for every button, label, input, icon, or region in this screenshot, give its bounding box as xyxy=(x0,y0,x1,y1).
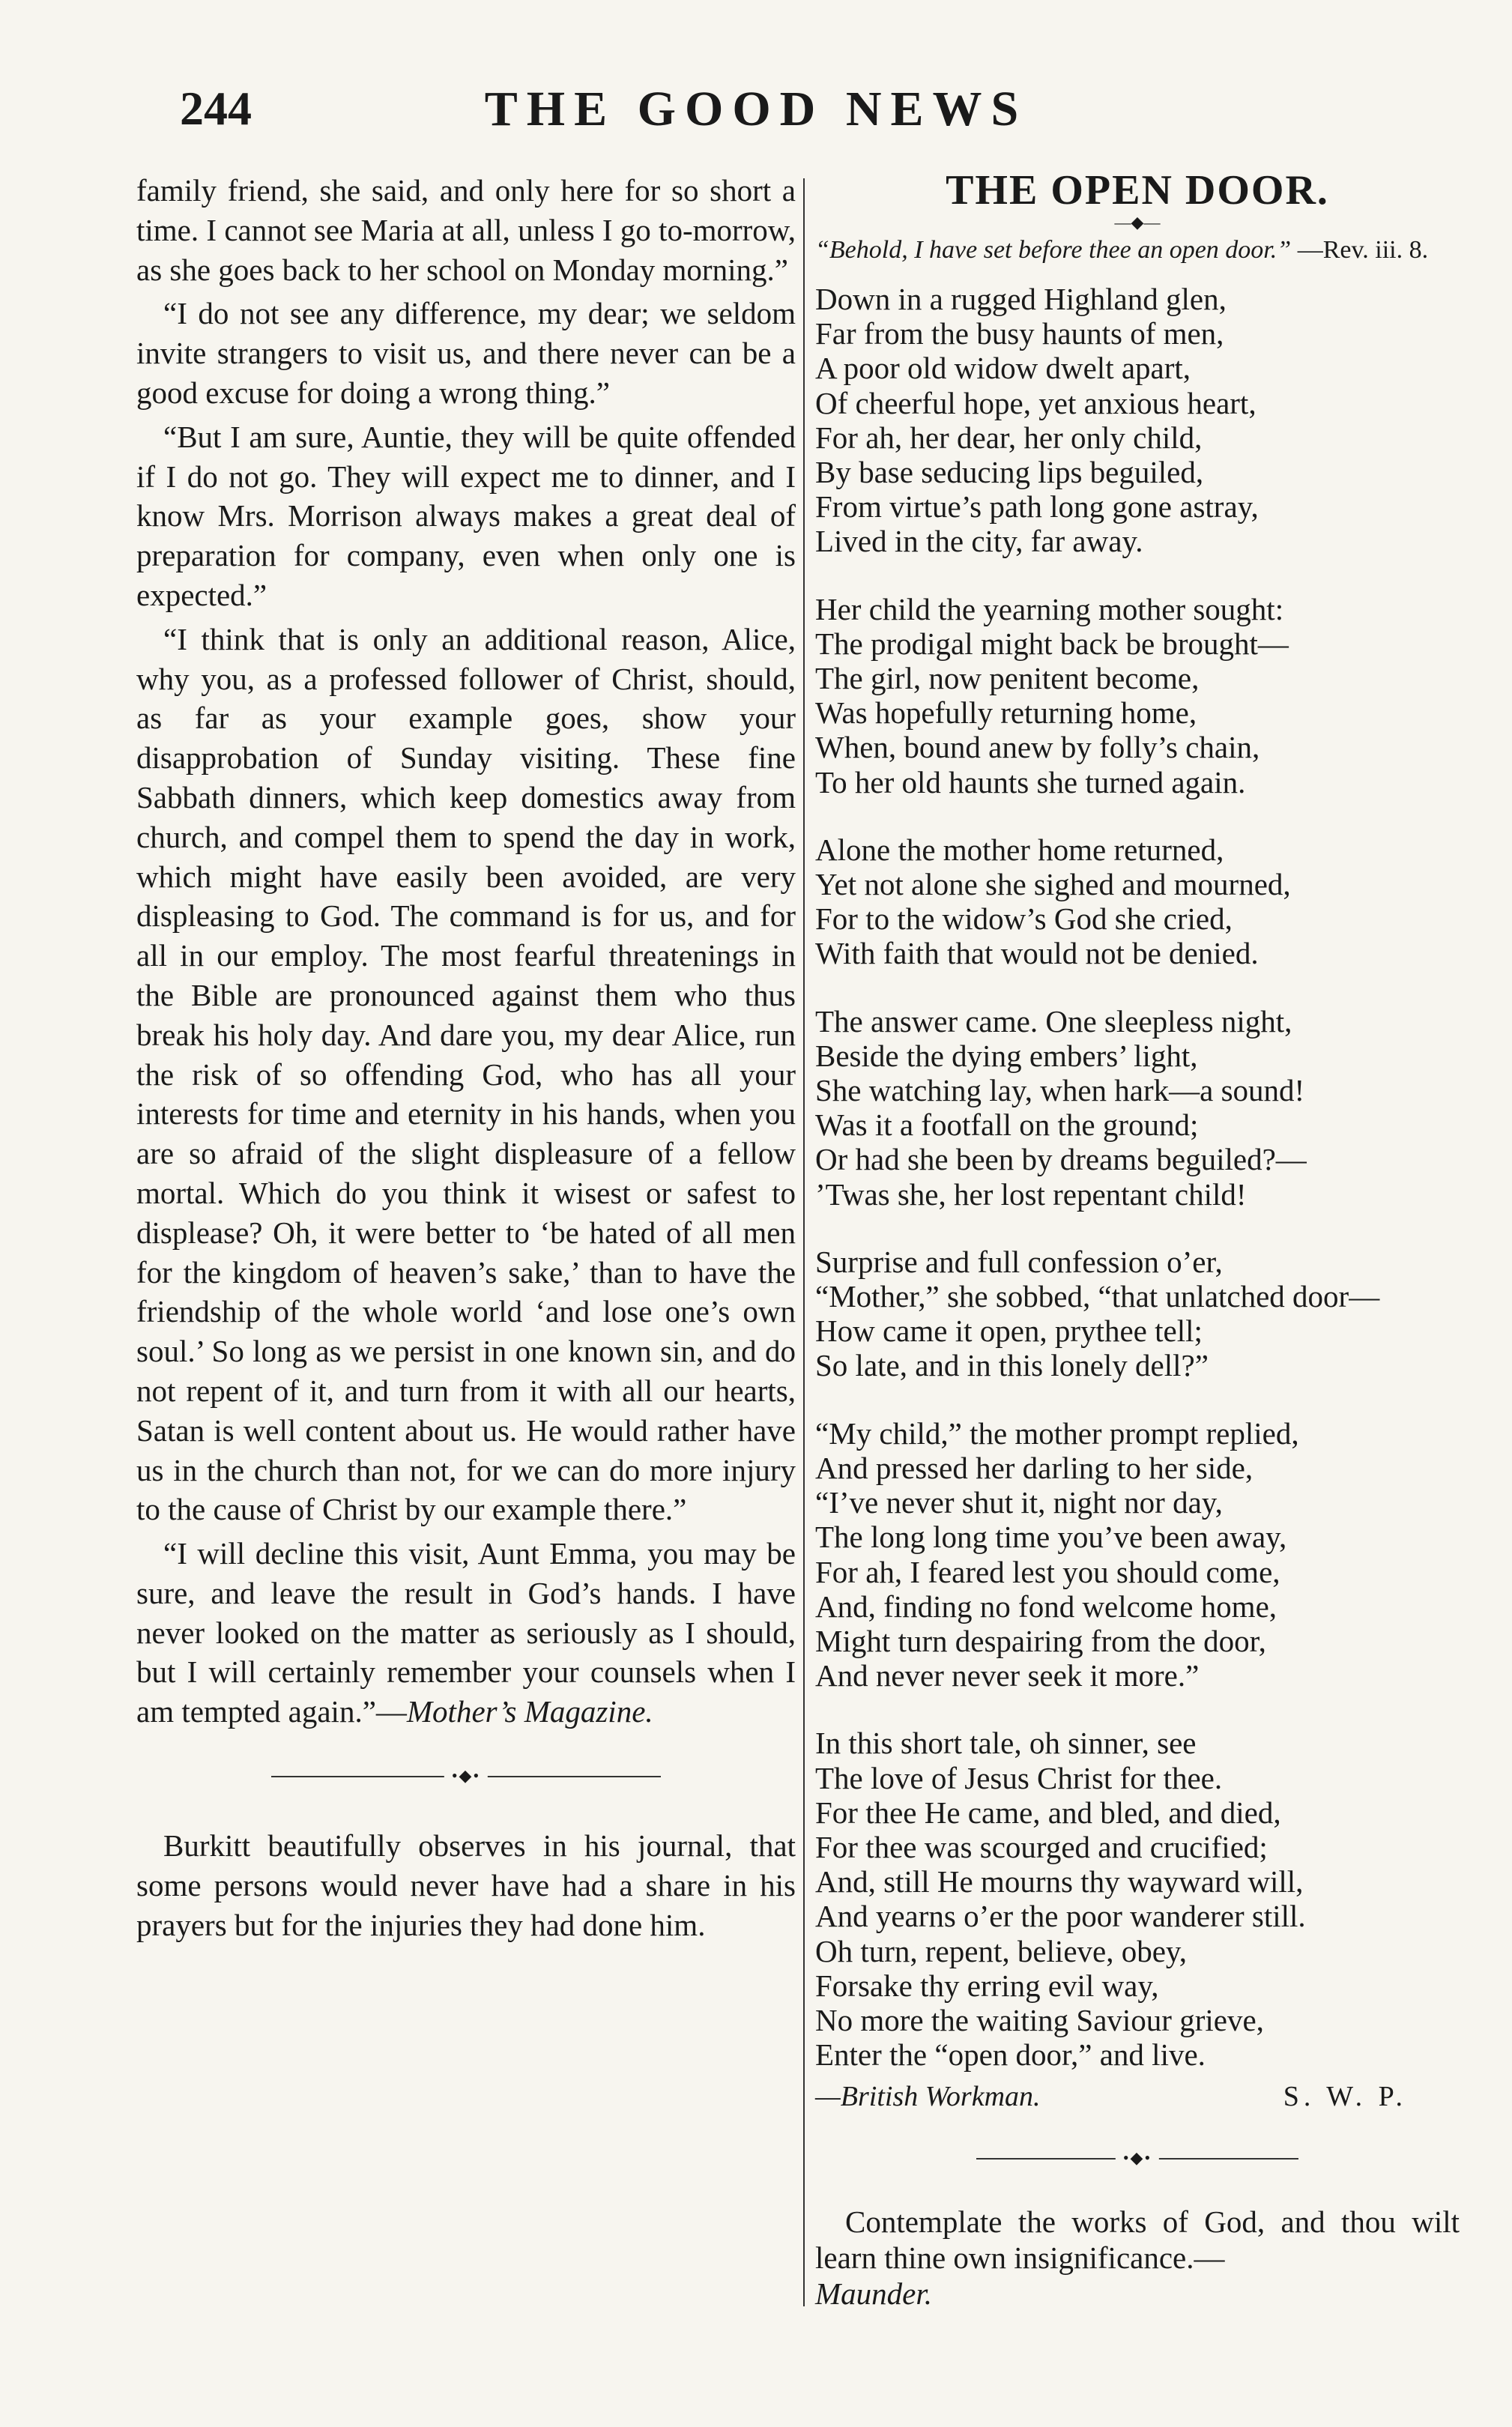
poem-line: No more the waiting Saviour grieve, xyxy=(815,2002,1264,2037)
poem-line: The prodigal might back be brought— xyxy=(815,626,1289,661)
poem-line: Oh turn, repent, believe, obey, xyxy=(815,1933,1188,1968)
poem-line: Enter the “open door,” and live. xyxy=(815,2037,1206,2073)
divider-ornament: •◆• xyxy=(1116,2148,1159,2168)
poem-line: And, still He mourns thy wayward will, xyxy=(815,1864,1304,1899)
poem-line: Far from the busy haunts of men, xyxy=(815,316,1224,351)
poem-line: “My child,” the mother prompt replied, xyxy=(815,1415,1299,1451)
poem-line: And pressed her darling to her side, xyxy=(815,1450,1254,1485)
epigraph-reference: —Rev. iii. 8. xyxy=(1297,236,1429,264)
poem-line: The girl, now penitent become, xyxy=(815,661,1200,696)
poem-line: Was hopefully returning home, xyxy=(815,695,1197,731)
poem-stanza xyxy=(815,1416,1460,1693)
article-paragraph: “I do not see any difference, my dear; we seldom invite strangers to visit us, and there never can be a good excuse for doing a wrong thing.” xyxy=(136,296,796,410)
poem-stanza xyxy=(815,832,1460,971)
running-title: THE GOOD NEWS xyxy=(484,82,1028,136)
poem-line: To her old haunts she turned again. xyxy=(815,764,1246,800)
divider-ornament: •◆• xyxy=(444,1766,488,1786)
poem-stanza xyxy=(815,1245,1460,1383)
poem-line: When, bound anew by folly’s chain, xyxy=(815,730,1260,765)
poem-line: Of cheerful hope, yet anxious heart, xyxy=(815,385,1257,420)
source-citation: Mother’s Magazine. xyxy=(406,1694,653,1729)
poem-line: “I’ve never shut it, night nor day, xyxy=(815,1485,1223,1520)
poem-line: For ah, I feared lest you should come, xyxy=(815,1554,1280,1589)
poem-line: Lived in the city, far away. xyxy=(815,524,1143,559)
poem-line: Was it a footfall on the ground; xyxy=(815,1107,1199,1143)
section-divider xyxy=(271,1766,661,1786)
section-divider xyxy=(976,2148,1298,2168)
poem-line: The answer came. One sleepless night, xyxy=(815,1003,1292,1039)
page-number: 244 xyxy=(180,82,252,135)
poem-line: In this short tale, oh sinner, see xyxy=(815,1726,1197,1761)
poem-line: How came it open, prythee tell; xyxy=(815,1314,1203,1349)
poem-line: Or had she been by dreams beguiled?— xyxy=(815,1142,1307,1177)
right-column xyxy=(815,166,1460,2312)
poem-line: A poor old widow dwelt apart, xyxy=(815,351,1191,386)
poem-line: With faith that would not be denied. xyxy=(815,936,1259,971)
poem-line: The love of Jesus Christ for thee. xyxy=(815,1760,1223,1795)
poem-line: ’Twas she, her lost repentant child! xyxy=(815,1176,1247,1212)
left-column xyxy=(136,171,796,1949)
closing-paragraph: Burkitt beautifully observes in his journal, that some persons would never have had a share in his prayers but for the injuries they had done him. xyxy=(136,1828,796,1942)
epigraph-quote: “Behold, I have set before thee an open door.” xyxy=(815,236,1292,264)
poem-line: For thee was scourged and crucified; xyxy=(815,1829,1268,1864)
poem-epigraph xyxy=(815,235,1460,265)
article-paragraph-final xyxy=(136,1534,796,1732)
poem-stanza xyxy=(815,282,1460,559)
poem-attribution xyxy=(815,2079,1460,2114)
poem-line: And, finding no fond welcome home, xyxy=(815,1589,1277,1624)
poem-line: Surprise and full confession o’er, xyxy=(815,1244,1223,1279)
article-paragraph: “But I am sure, Auntie, they will be quite offended if I do not go. They will expect me to dinner, and I know Mrs. Morrison always makes a great deal of preparation for company, even when only one is expected.” xyxy=(136,419,796,612)
poem-line: Alone the mother home returned, xyxy=(815,832,1224,867)
poem-line: For ah, her dear, her only child, xyxy=(815,420,1203,455)
poem-line: Down in a rugged Highland glen, xyxy=(815,282,1227,316)
poem-line: And yearns o’er the poor wanderer still. xyxy=(815,1899,1306,1934)
poem-line: For to the widow’s God she cried, xyxy=(815,901,1233,937)
poem-stanza xyxy=(815,1004,1460,1212)
poem-stanza xyxy=(815,1726,1460,2072)
poem-line: Yet not alone she sighed and mourned, xyxy=(815,867,1291,902)
poem-line: And never never seek it more.” xyxy=(815,1658,1200,1693)
poem-line: For thee He came, and bled, and died, xyxy=(815,1795,1281,1830)
poem-stanza xyxy=(815,592,1460,800)
poem-line: She watching lay, when hark—a sound! xyxy=(815,1073,1305,1108)
poem-line: Beside the dying embers’ light, xyxy=(815,1038,1198,1073)
poem-credit: —British Workman. xyxy=(815,2081,1041,2113)
poem-title: THE OPEN DOOR. xyxy=(946,167,1329,214)
maxim-text: Contemplate the works of God, and thou wilt learn thine own insignificance.— xyxy=(815,2204,1460,2276)
article-paragraph: family friend, she said, and only here for so short a time. I cannot see Maria at all, unless I go to-morrow, as she goes back to her school on Monday morning.” xyxy=(136,173,796,287)
author-initials: S. W. P. xyxy=(1283,2081,1407,2113)
maxim-paragraph xyxy=(815,2204,1460,2312)
title-ornament: —◆— xyxy=(1114,213,1161,232)
page-header xyxy=(0,75,1512,142)
column-rule xyxy=(803,178,805,2306)
poem-line: Might turn despairing from the door, xyxy=(815,1623,1266,1658)
maxim-author: Maunder. xyxy=(815,2276,933,2312)
poem-line: Forsake thy erring evil way, xyxy=(815,1968,1159,2003)
article-paragraph-text: “I will decline this visit, Aunt Emma, you may be sure, and leave the result in God’s hands. I have never looked on the matter as seriously as I should, but I will certainly remember your counsels when I am tempted again.”— xyxy=(136,1536,796,1729)
poem-line: Her child the yearning mother sought: xyxy=(815,591,1284,626)
poem-line: By base seducing lips beguiled, xyxy=(815,455,1204,490)
poem-line: “Mother,” she sobbed, “that unlatched door— xyxy=(815,1279,1380,1314)
poem-line: So late, and in this lonely dell?” xyxy=(815,1348,1209,1383)
poem-line: The long long time you’ve been away, xyxy=(815,1520,1287,1555)
poem-line: From virtue’s path long gone astray, xyxy=(815,489,1259,525)
article-paragraph: “I think that is only an additional reason, Alice, why you, as a professed follower of Christ, should, as far as your example goes, show your disapprobation of Sunday visiting. These fine Sabbath dinners, which keep domestics away from church, and compel them to spend the day in work, which might have easily been avoided, are very displeasing to God. The command is for us, and for all in our employ. The most fearful threatenings in the Bible are pronounced against them who thus break his holy day. And dare you, my dear Alice, run the risk of so offending God, who has all your interests for time and eternity in his hands, when you are so afraid of the slight displeasure of a fellow mortal. Which do you think it wisest or safest to displease? Oh, it were better to ‘be hated of all men for the kingdom of heaven’s sake,’ than to have the friendship of the whole world ‘and lose one’s own soul.’ So long as we persist in one known sin, and do not repent of it, and turn from it with all our hearts, Satan is well content about us. He would rather have us in the church than not, for we can do more injury to the cause of Christ by our example there.” xyxy=(136,621,796,1527)
